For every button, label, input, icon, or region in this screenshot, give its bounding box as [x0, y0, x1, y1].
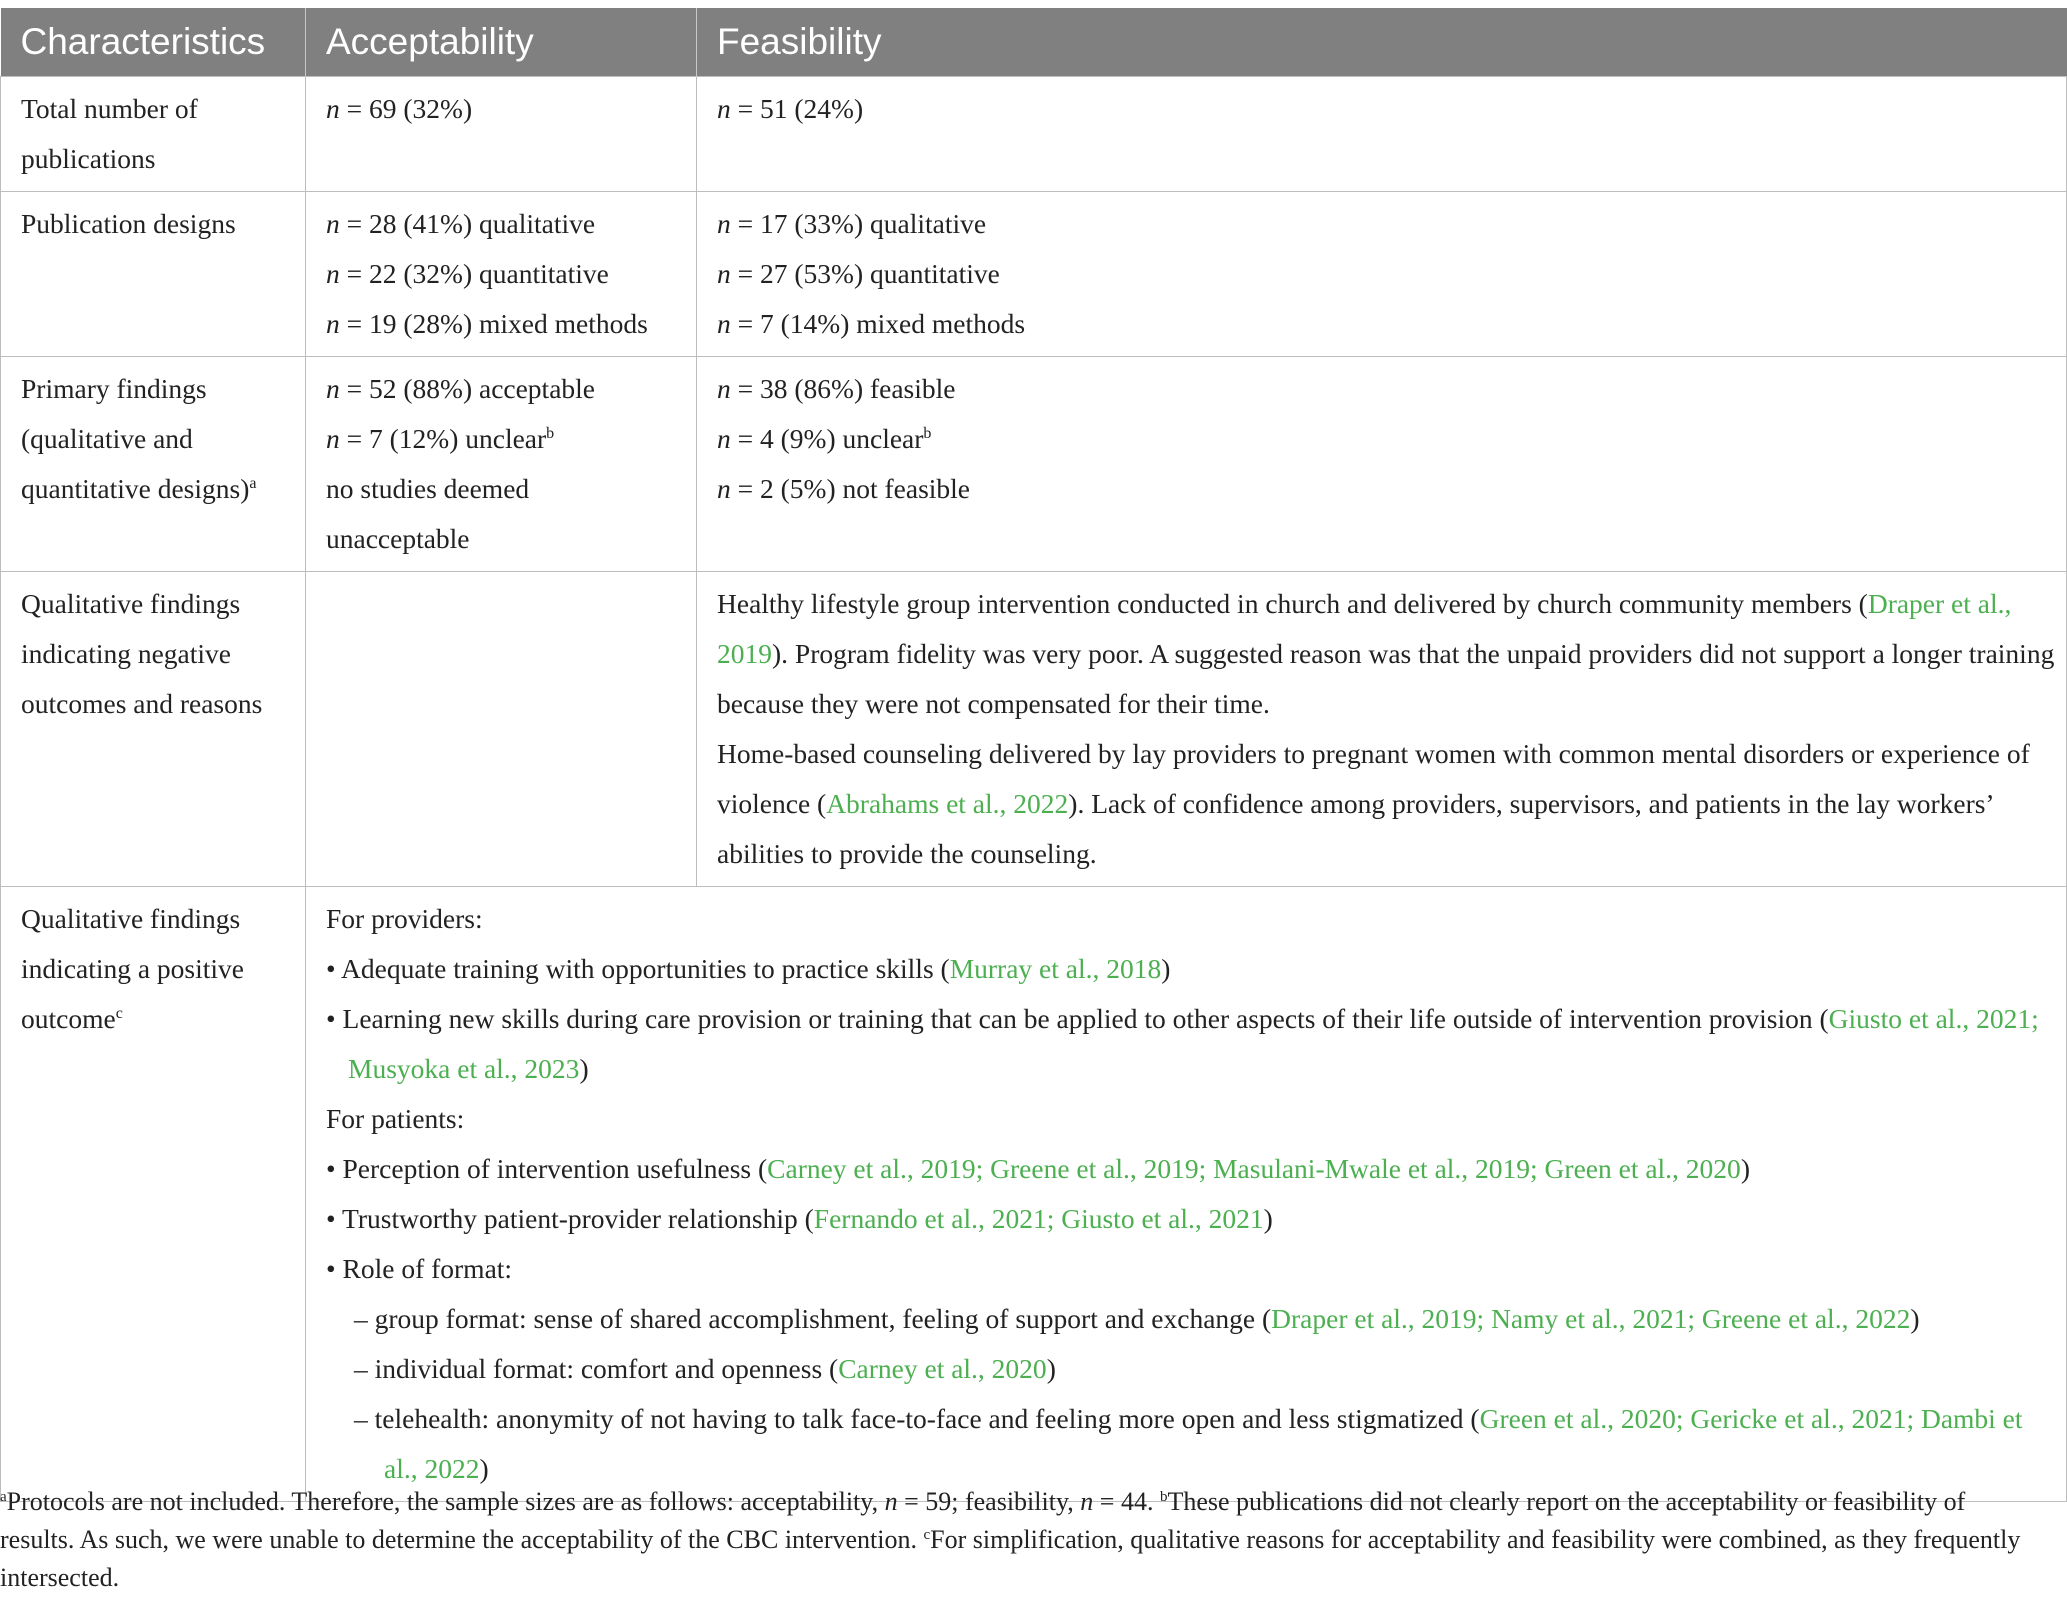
table-row	[1, 357, 2067, 572]
row-label-total: Total number of publications	[1, 77, 306, 192]
header-acceptability: Acceptability	[306, 8, 697, 77]
table-header-row	[1, 8, 2067, 77]
value-line: n = 19 (28%) mixed methods	[326, 308, 648, 339]
cell-acceptability	[306, 192, 697, 357]
row-label-positive: Qualitative findings indicating a positive outcome$^c$	[1, 887, 306, 1502]
value-line: n = 69 (32%)	[326, 93, 473, 124]
cell-feasibility	[697, 357, 2067, 572]
value-line: n = 7 (14%) mixed methods	[717, 308, 1026, 339]
footnote-mark-c: c	[923, 1527, 931, 1543]
citation-link[interactable]: Draper et al., 2019; Namy et al., 2021; Greene et al., 2022	[1271, 1303, 1911, 1334]
header-characteristics: Characteristics	[1, 8, 306, 77]
sub-list-item: – telehealth: anonymity of not having to talk face-to-face and feeling more open and less stigmatized (Green et al., 2020; Gericke et al., 2021; Dambi et al., 2022)	[354, 1403, 2023, 1484]
cell-feasibility	[697, 572, 2067, 887]
sub-list-item: – group format: sense of shared accomplishment, feeling of support and exchange (Draper et al., 2019; Namy et al., 2021; Greene et al., 2022)	[354, 1303, 1920, 1334]
header-feasibility: Feasibility	[697, 8, 2067, 77]
citation-link[interactable]: Carney et al., 2019; Greene et al., 2019; Masulani-Mwale et al., 2019; Green et al., 2020	[767, 1153, 1741, 1184]
cell-feasibility	[697, 192, 2067, 357]
results-table	[0, 8, 2067, 1502]
value-line: n = 22 (32%) quantitative	[326, 258, 609, 289]
row-label-negative: Qualitative findings indicating negative outcomes and reasons	[1, 572, 306, 887]
value-line: n = 51 (24%)	[717, 93, 864, 124]
citation-link[interactable]: Giusto et al., 2021; Musyoka et al., 2023	[348, 1003, 2039, 1084]
row-label-primary-findings: Primary findings (qualitative and quantitative designs)$^a$	[1, 357, 306, 572]
list-item: • Role of format:	[326, 1253, 513, 1284]
list-item: • Adequate training with opportunities to practice skills (Murray et al., 2018)	[326, 953, 1171, 984]
value-line: no studies deemed unacceptable	[326, 473, 530, 554]
cell-acceptability	[306, 77, 697, 192]
value-line: n = 2 (5%) not feasible	[717, 473, 971, 504]
cell-feasibility	[697, 77, 2067, 192]
patients-heading: For patients:	[326, 1103, 465, 1134]
providers-heading: For providers:	[326, 903, 483, 934]
table-row	[1, 572, 2067, 887]
row-label-designs: Publication designs	[1, 192, 306, 357]
citation-link[interactable]: Carney et al., 2020	[838, 1353, 1047, 1384]
footnote-mark-b: b	[1159, 1489, 1168, 1505]
citation-link[interactable]: Fernando et al., 2021; Giusto et al., 2021	[813, 1203, 1264, 1234]
table-row	[1, 192, 2067, 357]
list-item: • Learning new skills during care provision or training that can be applied to other aspects of their life outside of intervention provision (Giusto et al., 2021; Musyoka et al., 2023)	[326, 1003, 2039, 1084]
list-item: • Perception of intervention usefulness (Carney et al., 2019; Greene et al., 2019; Masulani-Mwale et al., 2019; Green et al., 2020)	[326, 1153, 1750, 1184]
citation-link[interactable]: Green et al., 2020; Gericke et al., 2021; Dambi et al., 2022	[384, 1403, 2023, 1484]
paragraph: Home-based counseling delivered by lay providers to pregnant women with common mental disorders or experience of violence (Abrahams et al., 2022). Lack of confidence among providers, supervisors, and patients in the lay workers’ abilities to provide the counseling.	[717, 738, 2030, 869]
footnote-mark: c	[115, 1005, 123, 1022]
list-item: • Trustworthy patient-provider relationship (Fernando et al., 2021; Giusto et al., 2021)	[326, 1203, 1273, 1234]
cell-positive-findings	[306, 887, 2067, 1502]
cell-acceptability-empty	[306, 572, 697, 887]
table-row	[1, 887, 2067, 1502]
footnote-mark-a: a	[0, 1489, 7, 1505]
value-line: n = 4 (9%) unclear$^b$	[717, 423, 932, 454]
value-line: n = 7 (12%) unclear$^b$	[326, 423, 555, 454]
value-line: n = 52 (88%) acceptable	[326, 373, 595, 404]
citation-link[interactable]: Abrahams et al., 2022	[826, 788, 1069, 819]
value-line: n = 27 (53%) quantitative	[717, 258, 1000, 289]
citation-link[interactable]: Murray et al., 2018	[949, 953, 1162, 984]
table-row	[1, 77, 2067, 192]
cell-acceptability	[306, 357, 697, 572]
footnote-mark: a	[249, 475, 257, 492]
citation-link[interactable]: Draper et al., 2019	[717, 588, 2012, 669]
value-line: n = 17 (33%) qualitative	[717, 208, 987, 239]
paragraph: Healthy lifestyle group intervention conducted in church and delivered by church community members (Draper et al., 2019). Program fidelity was very poor. A suggested reason was that the unpaid providers did not support a longer training because they were not compensated for their time.	[717, 588, 2055, 719]
value-line: n = 38 (86%) feasible	[717, 373, 956, 404]
sub-list-item: – individual format: comfort and openness (Carney et al., 2020)	[354, 1353, 1056, 1384]
table-footnotes: $^a$Protocols are not included. Therefore, the sample sizes are as follows: acceptability, n = 59; feasibility, n = 44. $^b$These publications did not clearly report on the acceptability or feasibility of results. As such, we were unable to determine the acceptability of the CBC intervention. $^c$For simplification, qualitative reasons for acceptability and feasibility were combined, as they frequently intersected.	[0, 1487, 2021, 1592]
value-line: n = 28 (41%) qualitative	[326, 208, 596, 239]
